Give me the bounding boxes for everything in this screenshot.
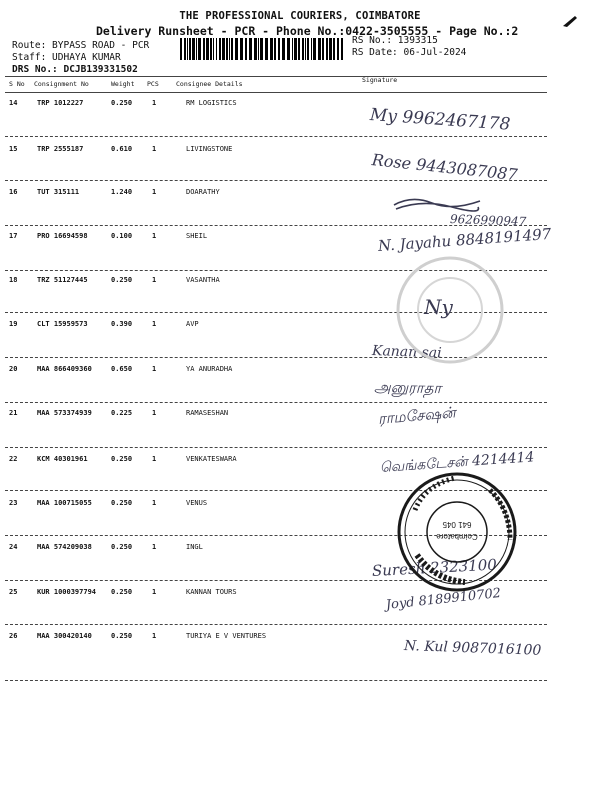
row-pcs: 1 — [152, 99, 157, 107]
row-weight: 0.250 — [111, 543, 133, 551]
row-consignee: DOARATHY — [186, 188, 220, 196]
row-divider — [5, 402, 547, 403]
row-sno: 25 — [9, 588, 18, 596]
row-pcs: 1 — [152, 632, 157, 640]
company-stamp — [395, 470, 520, 595]
pen-mark-icon — [560, 12, 580, 32]
row-signature: N. Jayahu 8848191497 — [377, 224, 552, 255]
faint-stamp-icon — [395, 255, 505, 365]
page-title: THE PROFESSIONAL COURIERS, COIMBATORE — [179, 10, 421, 22]
row-weight: 0.610 — [111, 145, 133, 153]
row-consignment: PRO 16694598 — [37, 232, 88, 240]
stamp-city: Coimbatore — [436, 532, 478, 541]
row-divider — [5, 624, 547, 625]
row-consignment: KUR 1000397794 — [37, 588, 97, 596]
rs-date: RS Date: 06-Jul-2024 — [352, 47, 467, 58]
row-weight: 0.250 — [111, 99, 133, 107]
row-sno: 16 — [9, 188, 18, 196]
row-consignee: RAMASESHAN — [186, 409, 229, 417]
row-consignment: CLT 15959573 — [37, 320, 88, 328]
row-pcs: 1 — [152, 188, 157, 196]
row-pcs: 1 — [152, 320, 157, 328]
row-consignment: MAA 100715055 — [37, 499, 92, 507]
row-consignment: TRZ 51127445 — [37, 276, 88, 284]
row-pcs: 1 — [152, 455, 157, 463]
staff-label: Staff: UDHAYA KUMAR — [12, 52, 121, 63]
row-sno: 17 — [9, 232, 18, 240]
row-consignee: YA ANURADHA — [186, 365, 233, 373]
row-signature: N. Kul 9087016100 — [403, 638, 542, 659]
row-sno: 14 — [9, 99, 18, 107]
row-weight: 1.240 — [111, 188, 133, 196]
header-rule — [5, 92, 547, 93]
runsheet-subtitle: Delivery Runsheet - PCR - Phone No.:0422-3505555 - Page No.:2 — [96, 24, 519, 38]
row-signature: My 9962467178 — [369, 105, 511, 135]
row-consignee: KANNAN TOURS — [186, 588, 237, 596]
row-weight: 0.250 — [111, 588, 133, 596]
row-sno: 15 — [9, 145, 18, 153]
row-signature: வெங்கடேசன் 4214414 — [379, 449, 535, 476]
col-signature: Signature — [362, 76, 398, 84]
row-pcs: 1 — [152, 276, 157, 284]
col-pcs: PCS — [147, 80, 159, 88]
row-signature: Suresh 2323100 — [371, 555, 498, 580]
row-consignee: SHEIL — [186, 232, 208, 240]
route-label: Route: BYPASS ROAD - PCR — [12, 40, 150, 51]
row-pcs: 1 — [152, 232, 157, 240]
scribble-mark — [392, 193, 482, 215]
row-weight: 0.250 — [111, 455, 133, 463]
row-consignee: VENUS — [186, 499, 208, 507]
row-sno: 21 — [9, 409, 18, 417]
drs-number: DRS No.: DCJB139331502 — [12, 64, 138, 75]
row-consignee: RM LOGISTICS — [186, 99, 237, 107]
row-divider — [5, 180, 547, 181]
row-signature: Rose 9443087087 — [371, 150, 519, 185]
row-consignment: TUT 315111 — [37, 188, 80, 196]
barcode — [180, 38, 345, 60]
row-consignment: MAA 300420140 — [37, 632, 92, 640]
col-sno: S No — [9, 80, 25, 88]
row-sno: 24 — [9, 543, 18, 551]
row-consignee: INGL — [186, 543, 203, 551]
row-consignment: TRP 1012227 — [37, 99, 84, 107]
row-consignment: MAA 866409360 — [37, 365, 92, 373]
row-signature: 9626990947 — [449, 212, 527, 229]
row-consignment: MAA 574209038 — [37, 543, 92, 551]
row-sno: 20 — [9, 365, 18, 373]
row-sno: 19 — [9, 320, 18, 328]
row-sno: 26 — [9, 632, 18, 640]
row-weight: 0.250 — [111, 499, 133, 507]
row-consignee: TURIYA E V VENTURES — [186, 632, 267, 640]
row-pcs: 1 — [152, 409, 157, 417]
row-pcs: 1 — [152, 543, 157, 551]
row-divider — [5, 136, 547, 137]
row-signature: Ny — [424, 295, 453, 319]
table-top-rule — [5, 76, 547, 77]
rs-number: RS No.: 1393315 — [352, 35, 438, 46]
row-weight: 0.650 — [111, 365, 133, 373]
row-consignee: AVP — [186, 320, 199, 328]
col-weight: Weight — [111, 80, 135, 88]
row-signature: Kanan sai — [371, 343, 442, 362]
row-divider — [5, 447, 547, 448]
row-weight: 0.250 — [111, 632, 133, 640]
row-sno: 18 — [9, 276, 18, 284]
row-sno: 23 — [9, 499, 18, 507]
row-signature: Joyd 8189910702 — [385, 585, 502, 613]
row-weight: 0.250 — [111, 276, 133, 284]
row-pcs: 1 — [152, 365, 157, 373]
row-consignee: VASANTHA — [186, 276, 220, 284]
row-consignee: LIVINGSTONE — [186, 145, 233, 153]
row-sno: 22 — [9, 455, 18, 463]
row-pcs: 1 — [152, 145, 157, 153]
col-consignment: Consignment No — [34, 80, 89, 88]
row-signature: ராமசேஷன் — [377, 403, 457, 428]
row-weight: 0.225 — [111, 409, 133, 417]
row-consignment: MAA 573374939 — [37, 409, 92, 417]
row-consignment: TRP 2555187 — [37, 145, 84, 153]
col-consignee: Consignee Details — [176, 80, 243, 88]
row-weight: 0.390 — [111, 320, 133, 328]
row-consignment: KCM 40301961 — [37, 455, 88, 463]
row-signature: அனுராதா — [373, 378, 442, 398]
row-pcs: 1 — [152, 588, 157, 596]
row-consignee: VENKATESWARA — [186, 455, 237, 463]
stamp-pin: 641 045 — [442, 520, 472, 529]
row-weight: 0.100 — [111, 232, 133, 240]
row-pcs: 1 — [152, 499, 157, 507]
row-divider — [5, 680, 547, 681]
